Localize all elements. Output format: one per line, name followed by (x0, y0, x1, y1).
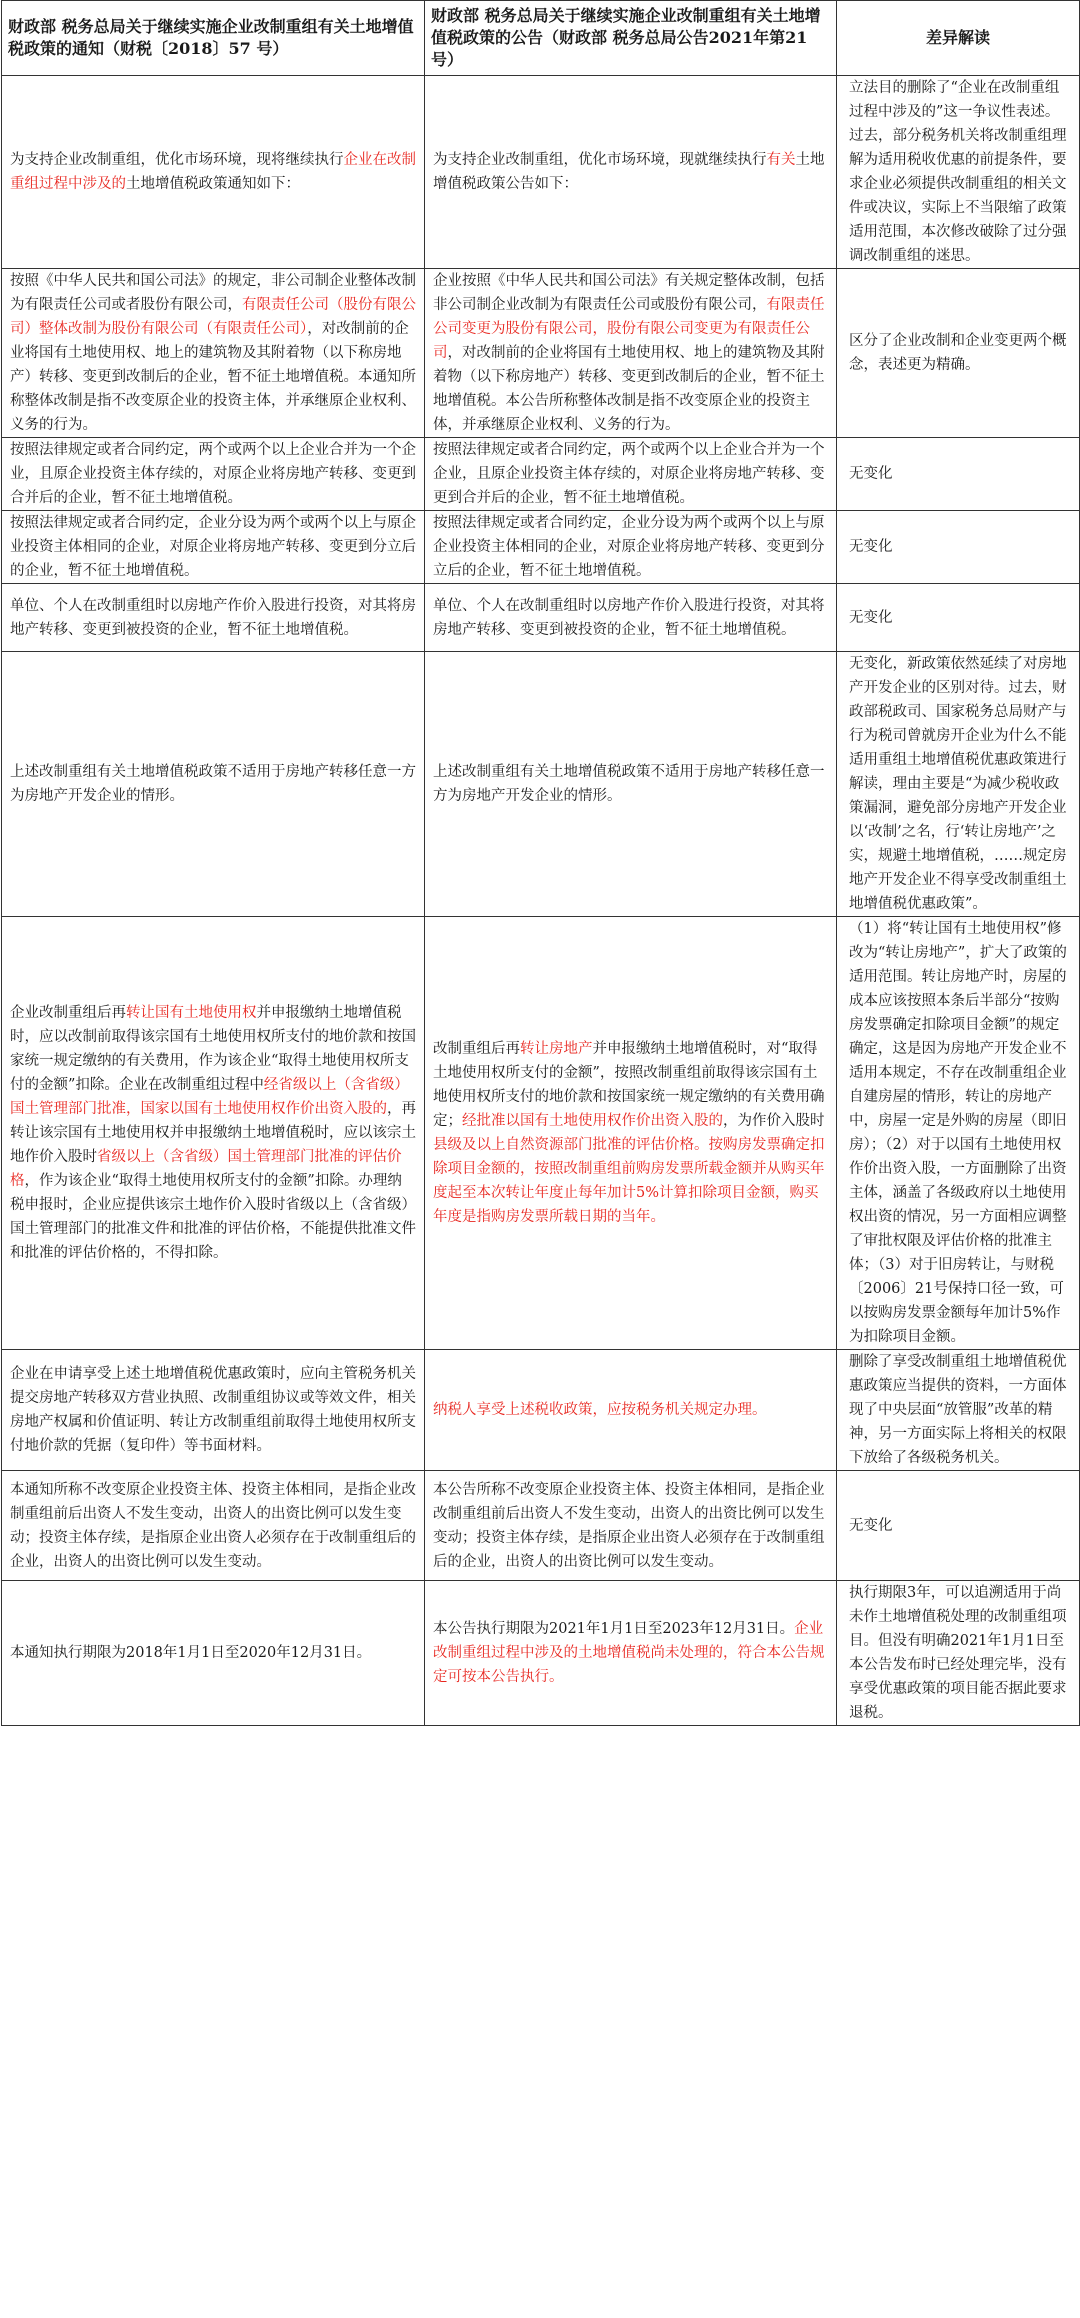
text-segment: 按照法律规定或者合同约定，两个或两个以上企业合并为一个企业，且原企业投资主体存续的，对原企业将房地产转移、变更到合并后的企业，暂不征土地增值税。 (433, 442, 825, 506)
text-segment: ，为作价入股时 (723, 1113, 825, 1129)
old-notice-cell (2, 917, 425, 1350)
interpretation-cell (837, 269, 1080, 438)
text-segment: （1）将“转让国有土地使用权”修改为“转让房地产”，扩大了政策的适用范围。转让房地产时，房屋的成本应该按照本条后半部分“按购房发票确定扣除项目金额”的规定确定，这是因为房地产开发企业不适用本规定，不存在改制重组企业自建房屋的情形，转让的房地产中，房屋一定是外购的房屋（即旧房）；（2）对于以国有土地使用权作价出资入股，一方面删除了出资主体，涵盖了各级政府以土地使用权出资的情况，另一方面相应调整了审批权限及评估价格的批准主体；（3）对于旧房转让，与财税〔2006〕21号保持口径一致，可以按购房发票金额每年加计5%作为扣除项目金额。 (849, 921, 1067, 1345)
table-row (2, 76, 1080, 269)
text-segment: 企业改制重组后再 (10, 1005, 126, 1021)
table-row (2, 1581, 1080, 1726)
interpretation-cell (837, 584, 1080, 652)
highlighted-text: 纳税人享受上述税收政策，应按税务机关规定办理。 (433, 1402, 767, 1418)
text-segment: ，作为该企业“取得土地使用权所支付的金额”扣除。办理纳税申报时，企业应提供该宗土地作价入股时省级以上（含省级）国土管理部门的批准文件和批准的评估价格，不能提供批准文件和批准的评估价格的，不得扣除。 (10, 1173, 416, 1261)
text-segment: ，对改制前的企业将国有土地使用权、地上的建筑物及其附着物（以下称房地产）转移、变更到改制后的企业，暂不征土地增值税。本通知所称整体改制是指不改变原企业的投资主体，并承继原企业权利、义务的行为。 (10, 321, 416, 433)
interpretation-cell (837, 438, 1080, 511)
text-segment: 企业按照《中华人民共和国公司法》有关规定整体改制，包括非公司制企业改制为有限责任公司或股份有限公司， (433, 273, 825, 313)
header-row (2, 1, 1080, 76)
interpretation-cell (837, 511, 1080, 584)
text-segment: 无变化，新政策依然延续了对房地产开发企业的区别对待。过去，财政部税政司、国家税务总局财产与行为税司曾就房开企业为什么不能适用重组土地增值税优惠政策进行解读，理由主要是“为减少税收政策漏洞，避免部分房地产开发企业以‘改制’之名，行‘转让房地产’之实，规避土地增值税，……规定房地产开发企业不得享受改制重组土地增值税优惠政策”。 (849, 656, 1067, 912)
text-segment: 单位、个人在改制重组时以房地产作价入股进行投资，对其将房地产转移、变更到被投资的企业，暂不征土地增值税。 (433, 597, 825, 638)
text-segment: 上述改制重组有关土地增值税政策不适用于房地产转移任意一方为房地产开发企业的情形。 (433, 764, 825, 804)
text-segment: 区分了企业改制和企业变更两个概念，表述更为精确。 (849, 333, 1067, 373)
highlighted-text: 有 (766, 152, 781, 168)
interpretation-cell (837, 1350, 1080, 1471)
old-notice-cell (2, 652, 425, 917)
highlighted-text: 经省级以上（含省级）国土管理部门批准，国家以国有土地使用权作价出资入股的 (10, 1077, 409, 1117)
interpretation-cell (837, 917, 1080, 1350)
new-announcement-cell (425, 269, 837, 438)
header-old-notice: 财政部 税务总局关于继续实施企业改制重组有关土地增值税政策的通知（财税〔2018〕57 号） (2, 1, 425, 76)
old-notice-cell (2, 584, 425, 652)
highlighted-text: 企业在改制重组过程中涉及的 (10, 152, 416, 192)
text-segment: 按照法律规定或者合同约定，企业分设为两个或两个以上与原企业投资主体相同的企业，对原企业将房地产转移、变更到分立后的企业，暂不征土地增值税。 (433, 515, 825, 579)
header-new-announcement: 财政部 税务总局关于继续实施企业改制重组有关土地增值税政策的公告（财政部 税务总局公告2021年第21号） (425, 1, 837, 76)
text-segment: 本公告所称不改变原企业投资主体、投资主体相同，是指企业改制重组前后出资人不发生变动，出资人的出资比例可以发生变动；投资主体存续，是指原企业出资人必须存在于改制重组后的企业，出资人的出资比例可以发生变动。 (433, 1481, 825, 1570)
new-announcement-cell (425, 76, 837, 269)
interpretation-cell (837, 1581, 1080, 1726)
highlighted-text: 省级以上（含省级）国土管理部门批准的评估价格 (10, 1149, 402, 1189)
old-notice-cell (2, 511, 425, 584)
highlighted-text: 经批准以国有土地使用权作价出资入股的 (462, 1113, 723, 1129)
highlighted-text: 县级及以上自然资源部门批准的评估价格。按购房发票确定扣除项目金额的，按照改制重组前购房发票所载金额并从购买年度起至本次转让年度止每年加计5%计算扣除项目金额，购买年度是指购房发票所载日期的当年。 (433, 1137, 825, 1225)
highlighted-text: 转让房地产 (520, 1041, 593, 1057)
interpretation-cell (837, 76, 1080, 269)
text-segment: 执行期限3年，可以追溯适用于尚未作土地增值税处理的改制重组项目。但没有明确2021年1月1日至本公告发布时已经处理完毕，没有享受优惠政策的项目能否据此要求退税。 (849, 1585, 1067, 1721)
text-segment: 为支持企业改制重组，优化市场环境，现就继续执行 (433, 152, 767, 168)
text-segment: ，对改制前的企业将国有土地使用权、地上的建筑物及其附着物（以下称房地产）转移、变更到改制后的企业，暂不征土地增值税。本公告所称整体改制是指不改变原企业的投资主体，并承继原企业权利、义务的行为。 (433, 345, 825, 433)
text-segment: 删除了享受改制重组土地增值税优惠政策应当提供的资料，一方面体现了中央层面“放管服”改革的精神，另一方面实际上将相关的权限下放给了各级税务机关。 (849, 1354, 1067, 1466)
text-segment: 为支持企业改制重组，优化市场环境，现将继续执行 (10, 152, 344, 168)
interpretation-cell (837, 1471, 1080, 1581)
text-segment: 并申报缴纳土地增值税时，对“取得土地使用权所支付的金额”，按照改制重组前取得该宗国有土地使用权所支付的地价款和按国家统一规定缴纳的有关费用确定； (433, 1041, 825, 1129)
text-segment: 土地增值税政策公告如下： (433, 152, 825, 192)
text-segment: 单位、个人在改制重组时以房地产作价入股进行投资，对其将房地产转移、变更到被投资的企业，暂不征土地增值税。 (10, 597, 416, 638)
text-segment: 并申报缴纳土地增值税时，应以改制前取得该宗国有土地使用权所支付的地价款和按国家统一规定缴纳的有关费用，作为该企业“取得土地使用权所支付的金额”扣除。企业在改制重组过程中 (10, 1005, 416, 1093)
text-segment: 按照《中华人民共和国公司法》的规定，非公司制企业整体改制为有限责任公司或者股份有限公司， (10, 273, 416, 313)
text-segment: ，再转让该宗国有土地使用权并申报缴纳土地增值税时，应以该宗土地作价入股时 (10, 1101, 416, 1165)
old-notice-cell (2, 1581, 425, 1726)
text-segment: 无变化 (849, 1517, 893, 1534)
text-segment: 土地增值税政策通知如下： (126, 176, 300, 192)
new-announcement-cell (425, 1471, 837, 1581)
highlighted-text: 企业改制重组过程中涉及的土地增值税尚未处理的，符合本公告规定可按本公告执行。 (433, 1621, 825, 1685)
text-segment: 本通知所称不改变原企业投资主体、投资主体相同，是指企业改制重组前后出资人不发生变动，出资人的出资比例可以发生变动；投资主体存续，是指原企业出资人必须存在于改制重组后的企业，出资人的出资比例可以发生变动。 (10, 1481, 416, 1570)
new-announcement-cell (425, 511, 837, 584)
table-row (2, 917, 1080, 1350)
text-segment: 无变化 (849, 609, 893, 626)
text-segment: 按照法律规定或者合同约定，两个或两个以上企业合并为一个企业，且原企业投资主体存续的，对原企业将房地产转移、变更到合并后的企业，暂不征土地增值税。 (10, 442, 416, 506)
old-notice-cell (2, 269, 425, 438)
text-segment: 本公告执行期限为2021年1月1日至2023年12月31日。 (433, 1621, 795, 1637)
text-segment: 本通知执行期限为2018年1月1日至2020年12月31日。 (10, 1645, 372, 1661)
old-notice-cell (2, 1350, 425, 1471)
highlighted-text: 有限责任公司（股份有限公司）整体改制为股份有限公司（有限责任公司） (10, 297, 416, 337)
new-announcement-cell (425, 438, 837, 511)
header-interpretation: 差异解读 (837, 1, 1080, 76)
text-segment: 按照法律规定或者合同约定，企业分设为两个或两个以上与原企业投资主体相同的企业，对原企业将房地产转移、变更到分立后的企业，暂不征土地增值税。 (10, 515, 416, 579)
new-announcement-cell (425, 1581, 837, 1726)
new-announcement-cell (425, 1350, 837, 1471)
text-segment: 上述改制重组有关土地增值税政策不适用于房地产转移任意一方为房地产开发企业的情形。 (10, 764, 416, 804)
table-row (2, 1471, 1080, 1581)
table-row (2, 652, 1080, 917)
new-announcement-cell (425, 917, 837, 1350)
old-notice-cell (2, 76, 425, 269)
old-notice-cell (2, 438, 425, 511)
text-segment: 立法目的删除了“企业在改制重组过程中涉及的”这一争议性表述。过去，部分税务机关将改制重组理解为适用税收优惠的前提条件，要求企业必须提供改制重组的相关文件或决议，实际上不当限缩了政策适用范围，本次修改破除了过分强调改制重组的迷思。 (849, 80, 1067, 264)
highlighted-text: 转让国有土地使用权 (126, 1005, 257, 1021)
table-row (2, 269, 1080, 438)
text-segment: 改制重组后再 (433, 1041, 520, 1057)
new-announcement-cell (425, 652, 837, 917)
table-row (2, 584, 1080, 652)
policy-comparison-table (1, 0, 1080, 1726)
text-segment: 企业在申请享受上述土地增值税优惠政策时，应向主管税务机关提交房地产转移双方营业执照、改制重组协议或等效文件，相关房地产权属和价值证明、转让方改制重组前取得土地使用权所支付地价款的凭据（复印件）等书面材料。 (10, 1366, 416, 1454)
old-notice-cell (2, 1471, 425, 1581)
text-segment: 无变化 (849, 466, 893, 482)
interpretation-cell (837, 652, 1080, 917)
highlighted-text: 有限责任公司变更为股份有限公司，股份有限公司变更为有限责任公司 (433, 297, 825, 361)
table-row (2, 1350, 1080, 1471)
new-announcement-cell (425, 584, 837, 652)
text-segment: 无变化 (849, 539, 893, 555)
table-row (2, 511, 1080, 584)
table-row (2, 438, 1080, 511)
highlighted-text: 关 (781, 152, 796, 168)
